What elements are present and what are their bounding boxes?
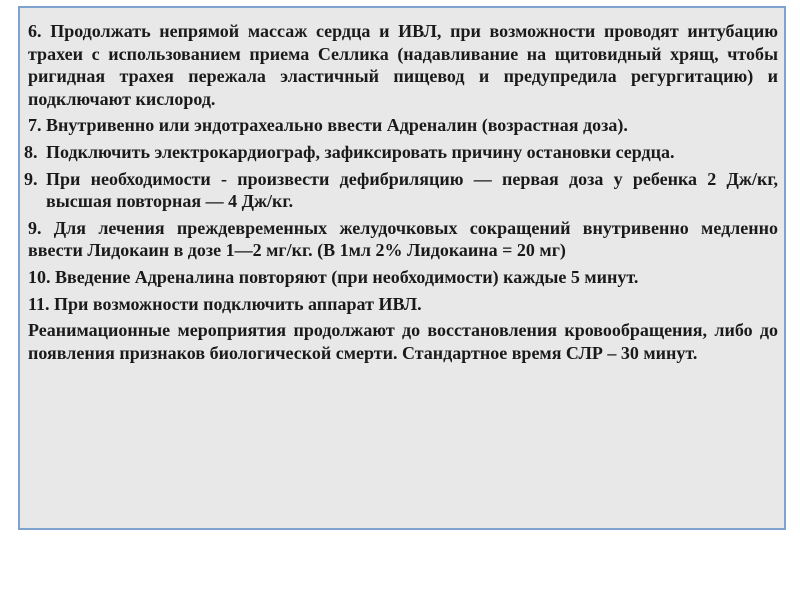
paragraph-step-10: 10. Введение Адреналина повторяют (при необходимости) каждые 5 минут. (28, 266, 639, 287)
list-item-text: Подключить электрокардиограф, зафиксировать причину остановки сердца. (46, 141, 675, 162)
list-item-text: При необходимости - произвести дефибриляцию — первая доза у ребенка 2 Дж/кг, высшая повторная — 4 Дж/кг. (46, 168, 778, 212)
paragraph-step-11: 11. При возможности подключить аппарат ИВЛ. (28, 293, 422, 314)
list-item-step-9-defibrillation (24, 168, 778, 213)
list-item-step-8 (24, 141, 778, 164)
paragraph-conclusion: Реанимационные мероприятия продолжают до восстановления кровообращения, либо до появления признаков биологической смерти. Стандартное время СЛР – 30 минут. (28, 320, 778, 363)
text-panel (18, 6, 786, 530)
list-item-number: 8. (24, 141, 38, 162)
paragraph-step-6: 6. Продолжать непрямой массаж сердца и ИВЛ, при возможности проводят интубацию трахеи с использованием приема Селлика (надавливание на щитовидный хрящ, чтобы ригидная трахея пережала эластичный пищевод и предупредила регургитацию) и подключают кислород. (28, 21, 778, 109)
paragraph-step-9-lidocaine: 9. Для лечения преждевременных желудочковых сокращений внутривенно медленно ввести Лидокаин в дозе 1—2 мг/кг. (В 1мл 2% Лидокаина = 20 мг) (28, 217, 778, 261)
list-item-number: 9. (24, 168, 38, 189)
paragraph-step-7: 7. Внутривенно или эндотрахеально ввести Адреналин (возрастная доза). (28, 115, 628, 136)
